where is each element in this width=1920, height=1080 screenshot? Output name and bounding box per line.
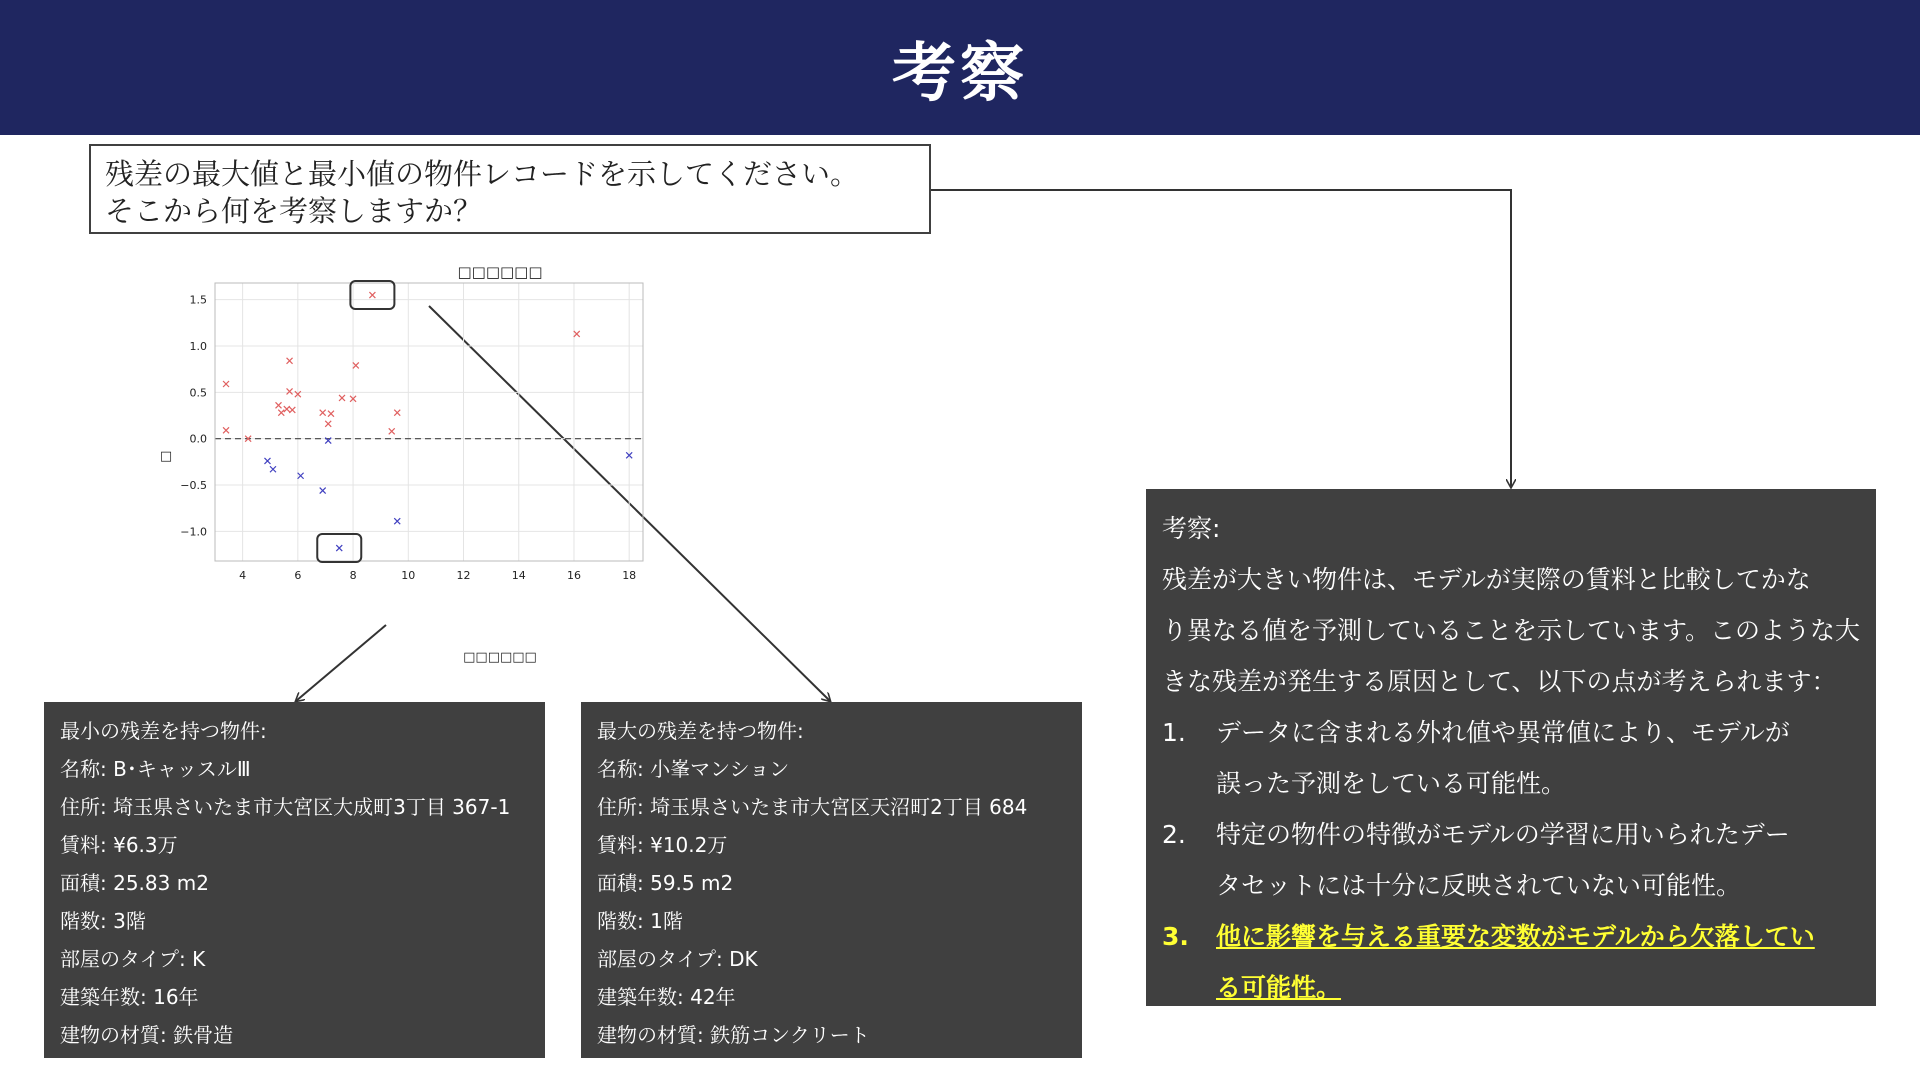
max-record-rent: 賃料: ¥10.2万 <box>597 833 728 857</box>
max-residual-record-box <box>581 702 1082 1058</box>
max-record-address: 住所: 埼玉県さいたま市大宮区天沼町2丁目 684 <box>597 795 1028 819</box>
discussion-item-text: タセットには十分に反映されていない可能性。 <box>1216 871 1742 900</box>
discussion-item-number: 1. <box>1162 718 1186 747</box>
data-point <box>325 421 331 427</box>
data-point <box>289 407 295 413</box>
question-to-discussion-connector <box>931 190 1511 487</box>
data-point <box>394 518 400 524</box>
min-record-rent: 賃料: ¥6.3万 <box>60 833 178 857</box>
data-point <box>389 428 395 434</box>
min-record-area: 面積: 25.83 m2 <box>60 871 209 895</box>
data-point <box>298 473 304 479</box>
data-point <box>574 331 580 337</box>
x-tick-label: 6 <box>294 569 302 582</box>
min-record-age: 建築年数: 16年 <box>60 985 199 1009</box>
max-record-room-type: 部屋のタイプ: DK <box>597 947 758 971</box>
discussion-box <box>1146 489 1876 1006</box>
page-title: 考察 <box>892 36 1028 111</box>
discussion-item <box>1162 809 1860 911</box>
min-record-room-type: 部屋のタイプ: K <box>60 947 206 971</box>
discussion-item <box>1162 707 1860 809</box>
discussion-item-text: データに含まれる外れ値や異常値により、モデルが <box>1216 718 1790 747</box>
min-record-name: 名称: B･キャッスルⅢ <box>60 757 251 781</box>
x-axis-label: □□□□□□ <box>463 650 537 665</box>
x-tick-label: 16 <box>566 569 581 582</box>
x-tick-label: 12 <box>456 569 471 582</box>
discussion-item-text: 他に影響を与える重要な変数がモデルから欠落してい <box>1216 922 1815 951</box>
data-point <box>270 466 276 472</box>
max-record-material: 建物の材質: 鉄筋コンクリート <box>597 1023 870 1047</box>
y-tick-label: −1.0 <box>180 525 207 539</box>
data-point <box>320 488 326 494</box>
y-tick-label: 1.5 <box>189 293 207 307</box>
discussion-item-number: 2. <box>1162 820 1186 849</box>
min-record-material: 建物の材質: 鉄骨造 <box>60 1023 234 1047</box>
data-point <box>264 458 270 464</box>
chart-title: □□□□□□ <box>457 263 543 281</box>
x-tick-label: 14 <box>511 569 526 582</box>
plot-frame <box>215 283 643 561</box>
residual-scatter-chart <box>150 255 800 675</box>
max-record-area: 面積: 59.5 m2 <box>597 871 734 895</box>
data-point <box>369 292 375 298</box>
data-point <box>278 410 284 416</box>
x-tick-label: 10 <box>401 569 416 582</box>
data-point <box>223 381 229 387</box>
data-point <box>276 402 282 408</box>
y-tick-label: 0.0 <box>189 432 207 446</box>
max-record-heading: 最大の残差を持つ物件: <box>597 719 804 743</box>
discussion-item-text: る可能性。 <box>1216 973 1342 1002</box>
data-point <box>320 410 326 416</box>
data-point <box>394 410 400 416</box>
data-point <box>336 545 342 551</box>
discussion-item-highlighted <box>1162 911 1860 1013</box>
min-record-address: 住所: 埼玉県さいたま市大宮区大成町3丁目 367-1 <box>60 795 511 819</box>
max-record-floor: 階数: 1階 <box>597 909 683 933</box>
x-tick-label: 8 <box>349 569 357 582</box>
y-axis-label: □ <box>159 449 173 464</box>
question-line-2: そこから何を考察しますか？ <box>105 194 483 228</box>
discussion-intro-line-3: きな残差が発生する原因として、以下の点が考えられます： <box>1162 667 1837 696</box>
min-residual-record-box <box>44 702 545 1058</box>
discussion-item-number: 3. <box>1162 922 1189 951</box>
discussion-intro-line-1: 残差が大きい物件は、モデルが実際の賃料と比較してかな <box>1162 565 1811 594</box>
max-record-name: 名称: 小峯マンション <box>597 757 790 781</box>
x-tick-label: 18 <box>622 569 637 582</box>
x-tick-label: 4 <box>239 569 247 582</box>
data-point <box>284 406 290 412</box>
data-point <box>223 427 229 433</box>
min-record-floor: 階数: 3階 <box>60 909 146 933</box>
discussion-item-text: 特定の物件の特徴がモデルの学習に用いられたデー <box>1216 820 1790 849</box>
data-point <box>353 362 359 368</box>
y-tick-label: 1.0 <box>189 340 207 354</box>
max-record-age: 建築年数: 42年 <box>597 985 736 1009</box>
data-point <box>287 358 293 364</box>
min-record-heading: 最小の残差を持つ物件: <box>60 719 267 743</box>
y-tick-label: −0.5 <box>180 479 207 493</box>
data-point <box>287 388 293 394</box>
data-point <box>328 411 334 417</box>
y-tick-label: 0.5 <box>189 386 207 400</box>
discussion-intro-line-2: り異なる値を予測していることを示しています。このような大 <box>1162 616 1861 645</box>
question-line-1: 残差の最大値と最小値の物件レコードを示してください。 <box>105 157 860 191</box>
discussion-item-text: 誤った予測をしている可能性。 <box>1216 769 1567 798</box>
discussion-heading: 考察: <box>1162 514 1221 543</box>
data-point <box>339 395 345 401</box>
